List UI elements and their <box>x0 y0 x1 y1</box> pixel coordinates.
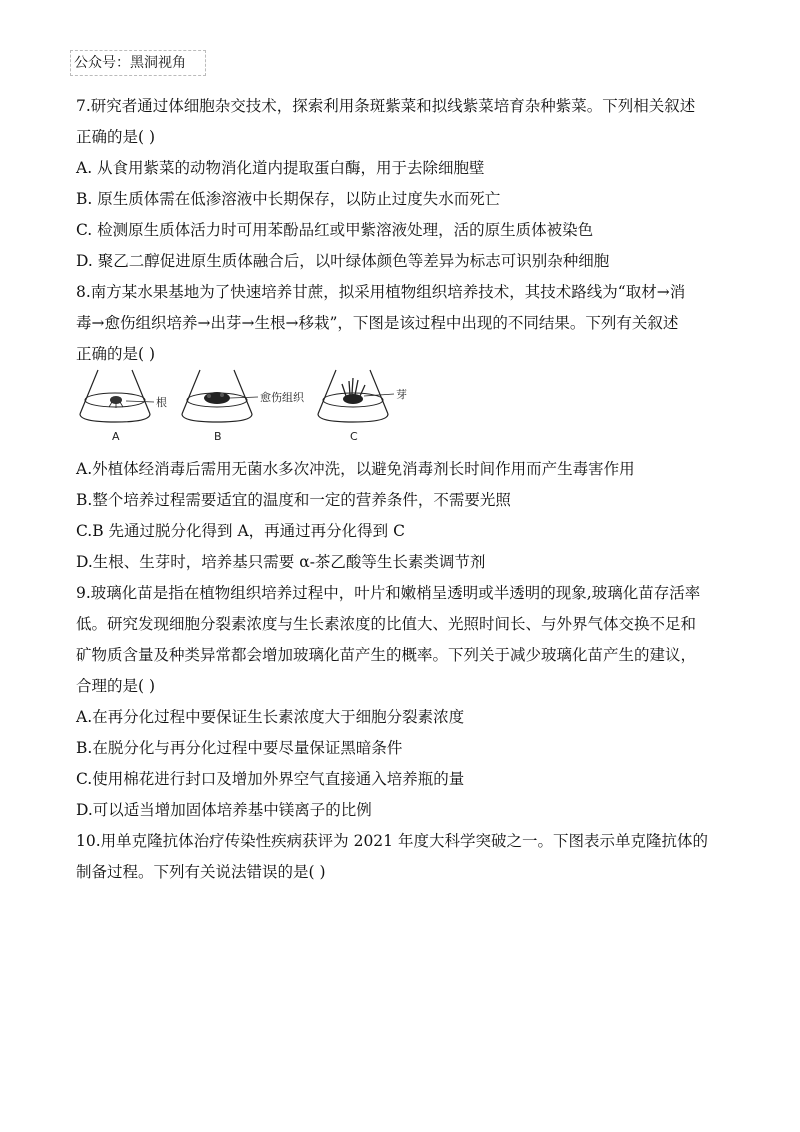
tissue-culture-figure-svg <box>76 366 436 446</box>
q9-stem-line-4: 合理的是( ) <box>76 677 156 695</box>
q7-stem-line-2: 正确的是( ) <box>76 128 156 146</box>
flask-c <box>318 370 394 422</box>
q8-stem-line-3: 正确的是( ) <box>76 345 156 363</box>
q9-stem-line-3: 矿物质含量及种类异常都会增加玻璃化苗产生的概率。下列关于减少玻璃化苗产生的建议， <box>76 646 697 664</box>
flask-a <box>80 370 154 422</box>
q7-option-c: C. 检测原生质体活力时可用苯酚品红或甲紫溶液处理，活的原生质体被染色 <box>76 221 594 239</box>
q8-option-d: D.生根、生芽时，培养基只需要 α-茶乙酸等生长素类调节剂 <box>76 553 486 571</box>
caption-b: B <box>214 430 222 443</box>
q9-stem-line-2: 低。研究发现细胞分裂素浓度与生长素浓度的比值大、光照时间长、与外界气体交换不足和 <box>76 615 697 633</box>
q8-stem-line-2: 毒→愈伤组织培养→出芽→生根→移栽”，下图是该过程中出现的不同结果。下列有关叙述 <box>76 314 679 332</box>
q8-stem-line-1: 8.南方某水果基地为了快速培养甘蔗，拟采用植物组织培养技术，其技术路线为“取材→消 <box>76 283 686 301</box>
q9-option-c: C.使用棉花进行封口及增加外界空气直接通入培养瓶的量 <box>76 770 465 788</box>
label-root: 根 <box>156 396 167 409</box>
caption-a: A <box>112 430 120 443</box>
q7-option-a: A. 从食用紫菜的动物消化道内提取蛋白酶，用于去除细胞壁 <box>76 159 485 177</box>
q8-option-c: C.B 先通过脱分化得到 A，再通过再分化得到 C <box>76 522 405 540</box>
q7-option-d: D. 聚乙二醇促进原生质体融合后，以叶绿体颜色等差异为标志可识别杂种细胞 <box>76 252 610 270</box>
caption-c: C <box>350 430 358 443</box>
q9-option-a: A.在再分化过程中要保证生长素浓度大于细胞分裂素浓度 <box>76 708 465 726</box>
q9-option-b: B.在脱分化与再分化过程中要尽量保证黑暗条件 <box>76 739 403 757</box>
q10-stem-line-2: 制备过程。下列有关说法错误的是( ) <box>76 863 326 881</box>
q9-stem-line-1: 9.玻璃化苗是指在植物组织培养过程中，叶片和嫩梢呈透明或半透明的现象,玻璃化苗存活率 <box>76 584 701 602</box>
q10-stem-line-1: 10.用单克隆抗体治疗传染性疾病获评为 2021 年度大科学突破之一。下图表示单克隆抗体的 <box>76 832 708 850</box>
source-label: 公众号：黑洞视角 <box>70 50 206 76</box>
label-bud: 芽 <box>396 388 407 401</box>
q7-option-b: B. 原生质体需在低渗溶液中长期保存，以防止过度失水而死亡 <box>76 190 501 208</box>
q9-option-d: D.可以适当增加固体培养基中镁离子的比例 <box>76 801 372 819</box>
q8-option-b: B.整个培养过程需要适宜的温度和一定的营养条件，不需要光照 <box>76 491 511 509</box>
q8-option-a: A.外植体经消毒后需用无菌水多次冲洗，以避免消毒剂长时间作用而产生毒害作用 <box>76 460 635 478</box>
flask-b <box>182 370 258 422</box>
tissue-culture-figure <box>76 366 436 446</box>
label-callus: 愈伤组织 <box>260 391 304 404</box>
q7-stem-line-1: 7.研究者通过体细胞杂交技术，探索利用条斑紫菜和拟线紫菜培育杂种紫菜。下列相关叙述 <box>76 97 696 115</box>
